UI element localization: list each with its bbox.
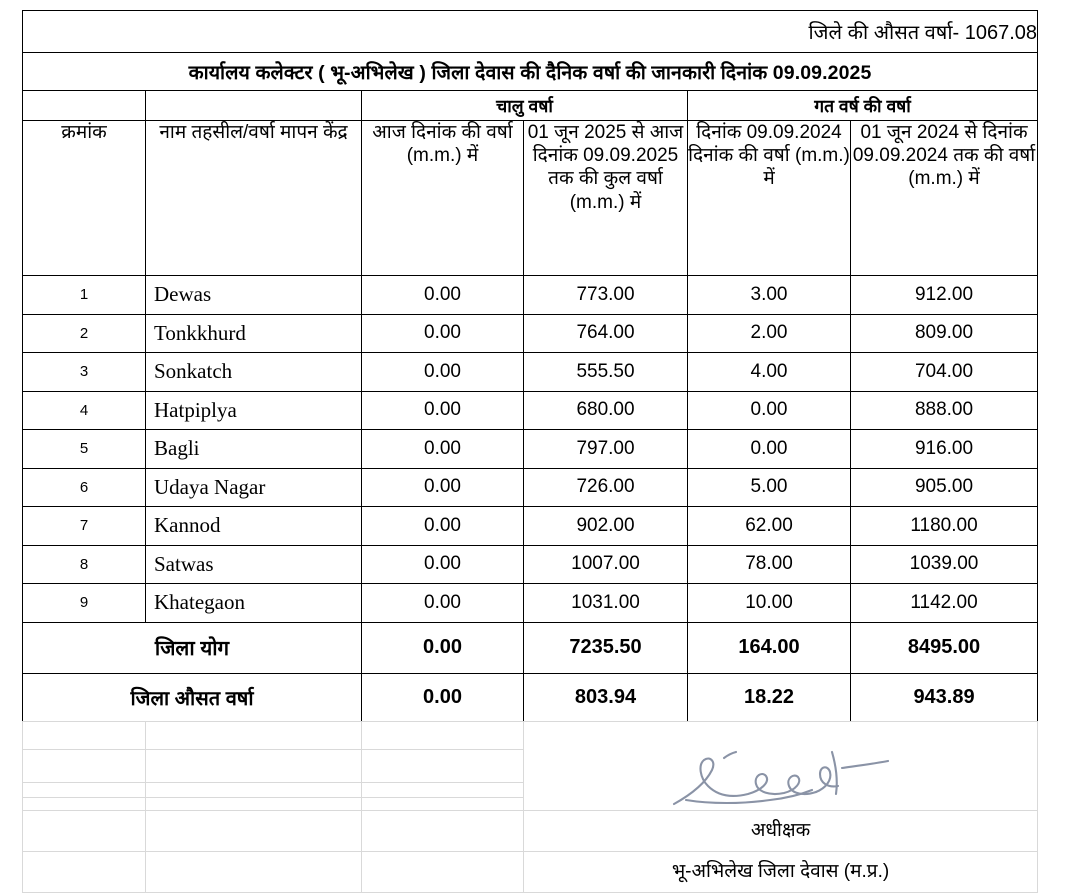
district-total-day-2024: 164.00 <box>688 622 851 673</box>
footer-office-row <box>23 852 1038 893</box>
cell-station: Hatpiplya <box>146 391 362 430</box>
footer-blank-grid <box>22 721 1038 893</box>
cell-day-2024: 3.00 <box>688 276 851 315</box>
cell-station: Udaya Nagar <box>146 468 362 507</box>
district-average-cum-2024: 943.89 <box>851 673 1038 722</box>
cell-today: 0.00 <box>362 468 524 507</box>
cell-today: 0.00 <box>362 353 524 392</box>
blank-cell <box>23 782 146 797</box>
table-row <box>23 430 1038 469</box>
cell-sr-no: 1 <box>23 276 146 315</box>
table-row <box>23 353 1038 392</box>
blank-cell <box>362 811 524 852</box>
signature-area <box>524 722 1037 810</box>
cell-cum-2024: 809.00 <box>851 314 1038 353</box>
cell-cum-2025: 797.00 <box>524 430 688 469</box>
cell-day-2024: 5.00 <box>688 468 851 507</box>
cell-station: Khategaon <box>146 584 362 623</box>
cell-sr-no: 9 <box>23 584 146 623</box>
cell-sr-no: 2 <box>23 314 146 353</box>
cell-cum-2025: 764.00 <box>524 314 688 353</box>
district-average-banner: जिले की औसत वर्षा- 1067.08 <box>23 11 1038 53</box>
cell-today: 0.00 <box>362 584 524 623</box>
cell-cum-2025: 726.00 <box>524 468 688 507</box>
cell-cum-2025: 902.00 <box>524 507 688 546</box>
column-header-sr-no: क्रमांक <box>23 121 146 276</box>
cell-today: 0.00 <box>362 507 524 546</box>
cell-today: 0.00 <box>362 545 524 584</box>
blank-cell <box>23 811 146 852</box>
cell-today: 0.00 <box>362 276 524 315</box>
cell-day-2024: 0.00 <box>688 430 851 469</box>
blank-cell <box>146 797 362 810</box>
table-row <box>23 545 1038 584</box>
table-row <box>23 468 1038 507</box>
blank-cell <box>146 782 362 797</box>
footer-office: भू-अभिलेख जिला देवास (म.प्र.) <box>524 852 1038 893</box>
footer-designation: अधीक्षक <box>524 811 1038 852</box>
district-total-today: 0.00 <box>362 622 524 673</box>
district-average-cum-2025: 803.94 <box>524 673 688 722</box>
cell-cum-2025: 680.00 <box>524 391 688 430</box>
column-header-cumulative-2025: 01 जून 2025 से आज दिनांक 09.09.2025 तक की कुल वर्षा (m.m.) में <box>524 121 688 276</box>
cell-station: Dewas <box>146 276 362 315</box>
district-total-row <box>23 622 1038 673</box>
cell-cum-2024: 912.00 <box>851 276 1038 315</box>
table-row <box>23 391 1038 430</box>
cell-sr-no: 6 <box>23 468 146 507</box>
blank-cell <box>362 797 524 810</box>
blank-cell <box>23 852 146 893</box>
blank-cell <box>23 750 146 782</box>
cell-cum-2025: 555.50 <box>524 353 688 392</box>
cell-day-2024: 62.00 <box>688 507 851 546</box>
cell-sr-no: 8 <box>23 545 146 584</box>
cell-cum-2024: 1180.00 <box>851 507 1038 546</box>
cell-day-2024: 78.00 <box>688 545 851 584</box>
blank-row <box>23 722 1038 750</box>
cell-cum-2025: 1031.00 <box>524 584 688 623</box>
cell-day-2024: 4.00 <box>688 353 851 392</box>
cell-cum-2024: 1039.00 <box>851 545 1038 584</box>
cell-station: Sonkatch <box>146 353 362 392</box>
table-row <box>23 584 1038 623</box>
blank-cell <box>23 797 146 810</box>
table-row <box>23 314 1038 353</box>
cell-today: 0.00 <box>362 314 524 353</box>
group-header-blank-sr <box>23 91 146 121</box>
column-header-day-2024: दिनांक 09.09.2024 दिनांक की वर्षा (m.m.) में <box>688 121 851 276</box>
district-total-cum-2024: 8495.00 <box>851 622 1038 673</box>
cell-cum-2024: 905.00 <box>851 468 1038 507</box>
blank-cell <box>362 782 524 797</box>
cell-sr-no: 7 <box>23 507 146 546</box>
cell-station: Kannod <box>146 507 362 546</box>
district-average-label: जिला औसत वर्षा <box>23 673 362 722</box>
cell-today: 0.00 <box>362 391 524 430</box>
column-header-row <box>23 121 1038 276</box>
cell-cum-2024: 704.00 <box>851 353 1038 392</box>
cell-station: Bagli <box>146 430 362 469</box>
cell-cum-2025: 1007.00 <box>524 545 688 584</box>
column-header-today-rain: आज दिनांक की वर्षा (m.m.) में <box>362 121 524 276</box>
blank-cell <box>362 722 524 750</box>
rainfall-report-table <box>22 10 1038 723</box>
blank-cell <box>146 852 362 893</box>
table-row <box>23 276 1038 315</box>
cell-sr-no: 3 <box>23 353 146 392</box>
signature-block <box>524 722 1038 811</box>
blank-cell <box>362 750 524 782</box>
district-average-banner-row <box>23 11 1038 53</box>
blank-cell <box>23 722 146 750</box>
blank-cell <box>362 852 524 893</box>
column-header-cumulative-2024: 01 जून 2024 से दिनांक 09.09.2024 तक की वर्षा (m.m.) में <box>851 121 1038 276</box>
cell-day-2024: 0.00 <box>688 391 851 430</box>
cell-cum-2024: 916.00 <box>851 430 1038 469</box>
cell-sr-no: 4 <box>23 391 146 430</box>
group-header-blank-name <box>146 91 362 121</box>
cell-day-2024: 10.00 <box>688 584 851 623</box>
district-total-cum-2025: 7235.50 <box>524 622 688 673</box>
district-average-row <box>23 673 1038 722</box>
district-average-day-2024: 18.22 <box>688 673 851 722</box>
cell-today: 0.00 <box>362 430 524 469</box>
column-header-station: नाम तहसील/वर्षा मापन केंद्र <box>146 121 362 276</box>
blank-cell <box>146 722 362 750</box>
cell-cum-2025: 773.00 <box>524 276 688 315</box>
cell-station: Tonkkhurd <box>146 314 362 353</box>
group-header-row <box>23 91 1038 121</box>
group-header-last-year: गत वर्ष की वर्षा <box>688 91 1038 121</box>
handwritten-signature-icon <box>666 738 896 812</box>
cell-day-2024: 2.00 <box>688 314 851 353</box>
blank-cell <box>146 811 362 852</box>
cell-station: Satwas <box>146 545 362 584</box>
report-title-row <box>23 53 1038 91</box>
cell-sr-no: 5 <box>23 430 146 469</box>
footer-designation-row <box>23 811 1038 852</box>
report-title: कार्यालय कलेक्टर ( भू-अभिलेख ) जिला देवास की दैनिक वर्षा की जानकारी दिनांक 09.09.2025 <box>23 53 1038 91</box>
district-total-label: जिला योग <box>23 622 362 673</box>
table-row <box>23 507 1038 546</box>
group-header-current-year: चालु वर्षा <box>362 91 688 121</box>
blank-cell <box>146 750 362 782</box>
cell-cum-2024: 888.00 <box>851 391 1038 430</box>
cell-cum-2024: 1142.00 <box>851 584 1038 623</box>
district-average-today: 0.00 <box>362 673 524 722</box>
